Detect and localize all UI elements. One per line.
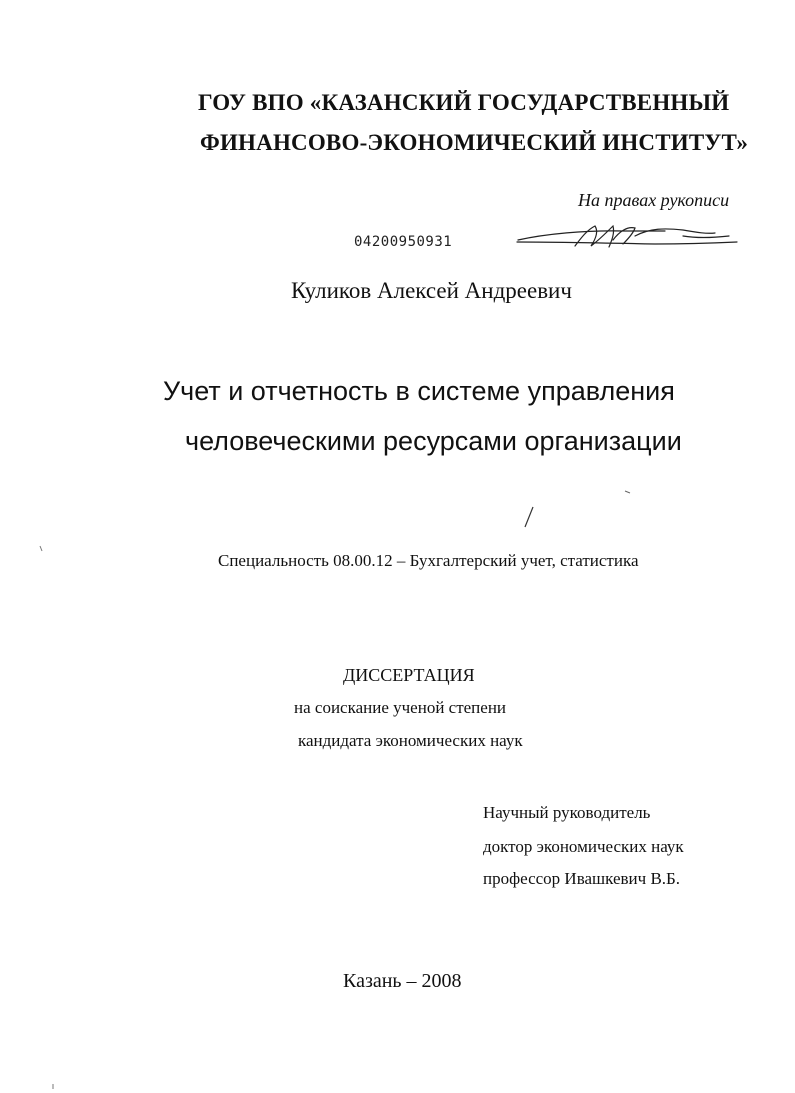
supervisor-line-1: Научный руководитель xyxy=(483,803,651,822)
degree-line-1: на соискание ученой степени xyxy=(294,698,507,717)
supervisor-line-3: профессор Ивашкевич В.Б. xyxy=(483,869,681,888)
dissertation-title-line-2: человеческими ресурсами организации xyxy=(185,426,682,456)
degree-line-2: кандидата экономических наук xyxy=(298,731,523,750)
dissertation-label: ДИССЕРТАЦИЯ xyxy=(343,665,475,685)
supervisor-line-2: доктор экономических наук xyxy=(483,837,684,856)
scan-mark-slash xyxy=(522,505,536,529)
city-year: Казань – 2008 xyxy=(343,970,462,992)
scan-speck-bottom xyxy=(50,1083,56,1091)
scan-speck xyxy=(624,489,632,495)
catalog-number: 04200950931 xyxy=(354,234,453,250)
scan-speck-left xyxy=(38,545,44,553)
institution-line-1: ГОУ ВПО «КАЗАНСКИЙ ГОСУДАРСТВЕННЫЙ xyxy=(198,90,730,115)
author-name: Куликов Алексей Андреевич xyxy=(291,278,572,303)
manuscript-note: На правах рукописи xyxy=(578,190,730,210)
dissertation-title-line-1: Учет и отчетность в системе управления xyxy=(163,376,675,406)
institution-line-2: ФИНАНСОВО-ЭКОНОМИЧЕСКИЙ ИНСТИТУТ» xyxy=(200,130,749,155)
handwritten-signature xyxy=(515,218,740,252)
specialty-line: Специальность 08.00.12 – Бухгалтерский учет, статистика xyxy=(218,551,639,570)
